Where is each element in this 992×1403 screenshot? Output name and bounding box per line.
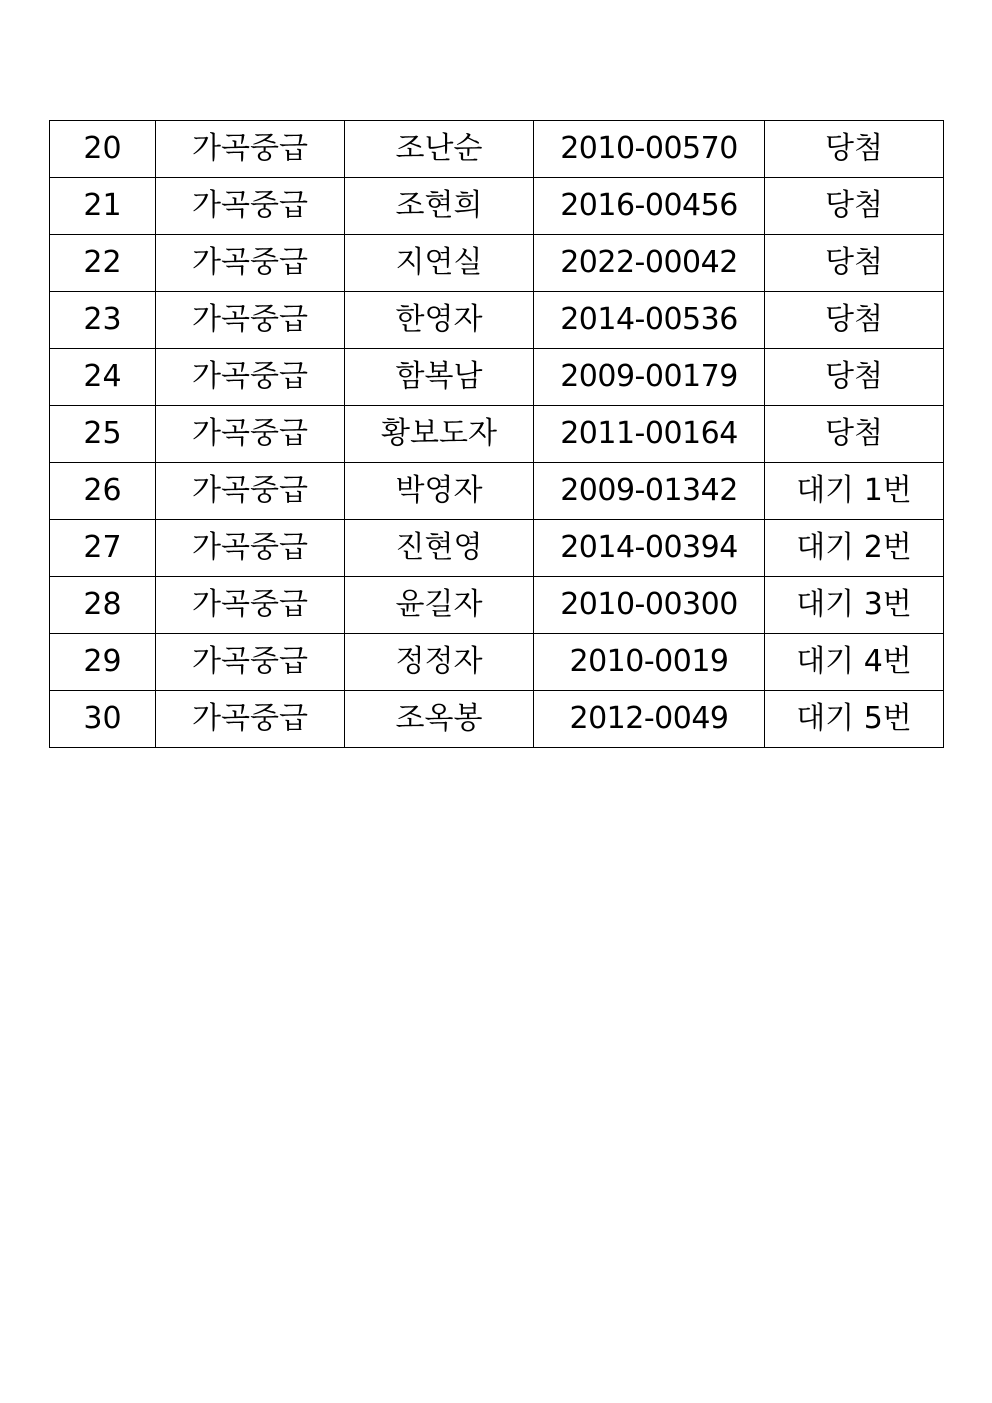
registration-id-cell: 2011-00164 — [534, 406, 765, 463]
result-cell: 대기 2번 — [765, 520, 944, 577]
category-cell: 가곡중급 — [156, 292, 345, 349]
table-row — [50, 520, 944, 577]
category-cell: 가곡중급 — [156, 691, 345, 748]
name-cell: 윤길자 — [345, 577, 534, 634]
results-table-body — [50, 121, 944, 748]
registration-id-cell: 2014-00536 — [534, 292, 765, 349]
name-cell: 정정자 — [345, 634, 534, 691]
name-cell: 조난순 — [345, 121, 534, 178]
category-cell: 가곡중급 — [156, 577, 345, 634]
category-cell: 가곡중급 — [156, 121, 345, 178]
table-row — [50, 349, 944, 406]
category-cell: 가곡중급 — [156, 349, 345, 406]
category-cell: 가곡중급 — [156, 634, 345, 691]
row-number: 25 — [50, 406, 156, 463]
category-cell: 가곡중급 — [156, 235, 345, 292]
row-number: 20 — [50, 121, 156, 178]
result-cell: 당첨 — [765, 235, 944, 292]
result-cell: 당첨 — [765, 178, 944, 235]
name-cell: 진현영 — [345, 520, 534, 577]
registration-id-cell: 2022-00042 — [534, 235, 765, 292]
registration-id-cell: 2010-0019 — [534, 634, 765, 691]
results-table — [49, 120, 944, 748]
category-cell: 가곡중급 — [156, 463, 345, 520]
table-row — [50, 634, 944, 691]
name-cell: 지연실 — [345, 235, 534, 292]
registration-id-cell: 2016-00456 — [534, 178, 765, 235]
registration-id-cell: 2012-0049 — [534, 691, 765, 748]
result-cell: 대기 1번 — [765, 463, 944, 520]
registration-id-cell: 2009-01342 — [534, 463, 765, 520]
table-row — [50, 178, 944, 235]
registration-id-cell: 2010-00300 — [534, 577, 765, 634]
row-number: 29 — [50, 634, 156, 691]
registration-id-cell: 2010-00570 — [534, 121, 765, 178]
name-cell: 함복남 — [345, 349, 534, 406]
row-number: 30 — [50, 691, 156, 748]
table-row — [50, 235, 944, 292]
name-cell: 조옥봉 — [345, 691, 534, 748]
name-cell: 조현희 — [345, 178, 534, 235]
row-number: 22 — [50, 235, 156, 292]
row-number: 24 — [50, 349, 156, 406]
table-row — [50, 406, 944, 463]
result-cell: 대기 3번 — [765, 577, 944, 634]
result-cell: 당첨 — [765, 292, 944, 349]
result-cell: 당첨 — [765, 406, 944, 463]
row-number: 21 — [50, 178, 156, 235]
name-cell: 황보도자 — [345, 406, 534, 463]
table-row — [50, 121, 944, 178]
registration-id-cell: 2009-00179 — [534, 349, 765, 406]
table-row — [50, 292, 944, 349]
name-cell: 한영자 — [345, 292, 534, 349]
result-cell: 당첨 — [765, 121, 944, 178]
row-number: 28 — [50, 577, 156, 634]
table-row — [50, 463, 944, 520]
category-cell: 가곡중급 — [156, 406, 345, 463]
row-number: 27 — [50, 520, 156, 577]
row-number: 23 — [50, 292, 156, 349]
result-cell: 당첨 — [765, 349, 944, 406]
table-row — [50, 691, 944, 748]
registration-id-cell: 2014-00394 — [534, 520, 765, 577]
row-number: 26 — [50, 463, 156, 520]
category-cell: 가곡중급 — [156, 520, 345, 577]
table-row — [50, 577, 944, 634]
category-cell: 가곡중급 — [156, 178, 345, 235]
name-cell: 박영자 — [345, 463, 534, 520]
result-cell: 대기 4번 — [765, 634, 944, 691]
result-cell: 대기 5번 — [765, 691, 944, 748]
